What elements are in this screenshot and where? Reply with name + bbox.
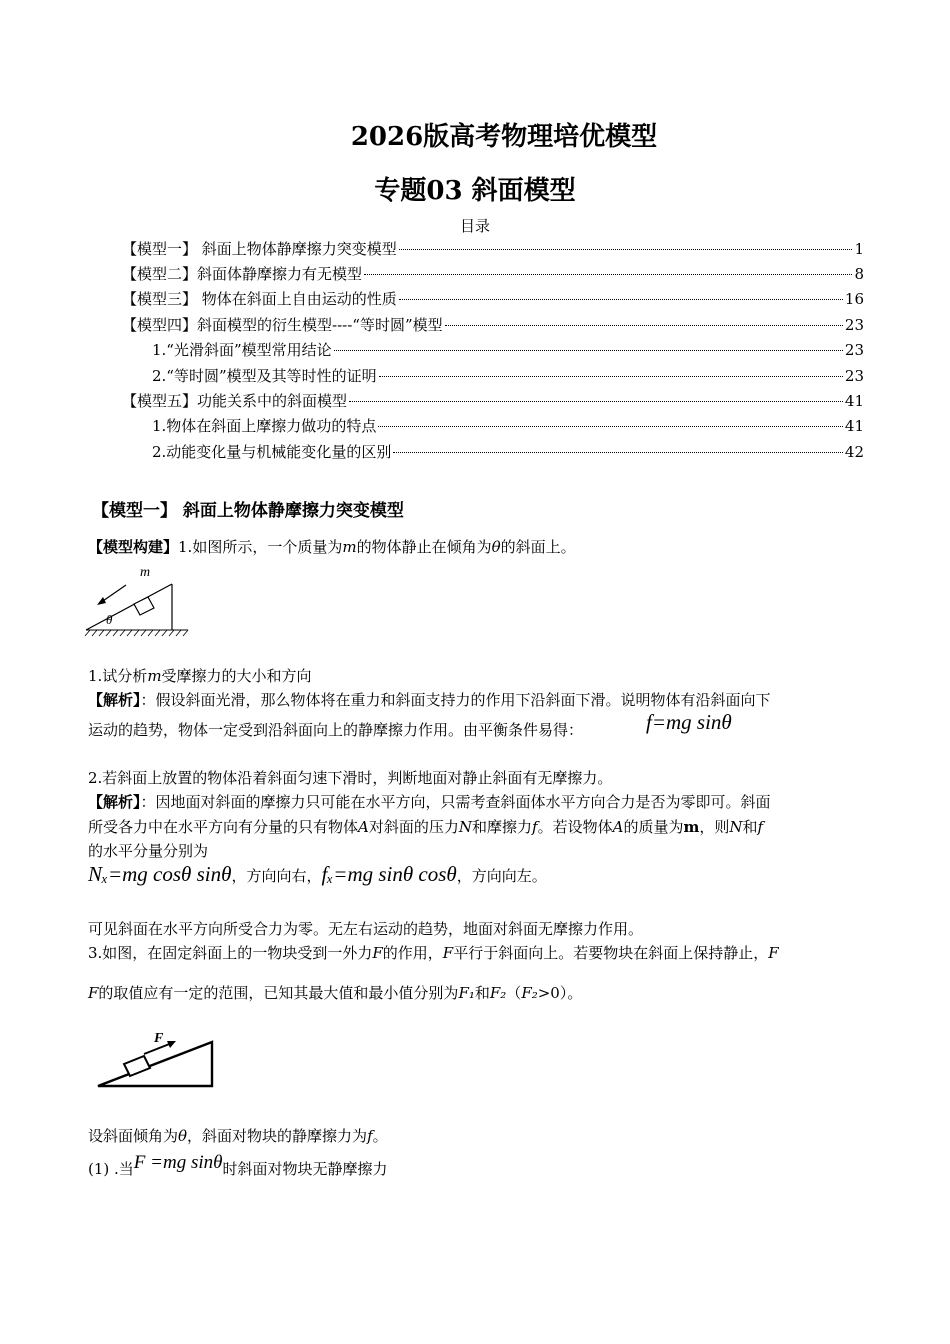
var-A: A: [612, 818, 624, 836]
text: 受摩擦力的大小和方向: [161, 667, 312, 685]
text: ，方向向左。: [456, 867, 547, 885]
q3-setup: [88, 1124, 864, 1148]
question-2: 2.若斜面上放置的物体沿着斜面匀速下滑时，判断地面对静止斜面有无摩擦力。: [88, 769, 613, 787]
analysis-2-line3: 的水平分量分别为: [88, 842, 209, 860]
label-theta: θ: [106, 612, 113, 627]
formula-case1: F =mg sinθ: [133, 1152, 223, 1173]
text: 的物体静止在倾角为: [356, 538, 492, 556]
toc-leader-dots: [399, 249, 853, 250]
toc-entry-page: 1: [854, 240, 864, 258]
text: (1) .当: [88, 1160, 134, 1178]
formula-f: f=mg sinθ: [646, 710, 732, 734]
toc-entry-label: 【模型五】功能关系中的斜面模型: [122, 392, 348, 410]
text: 1.如图所示，一个质量为: [178, 538, 343, 556]
toc-entry-page: 16: [844, 290, 864, 308]
toc-entry-label: 【模型一】 斜面上物体静摩擦力突变模型: [122, 240, 397, 258]
analysis-label: 【解析】: [88, 691, 141, 709]
text: ，斜面对物块的静摩擦力为: [187, 1127, 368, 1145]
text: >0）。: [537, 984, 583, 1002]
var-F1: F₁: [458, 984, 475, 1002]
toc-leader-dots: [349, 401, 843, 402]
text: （: [506, 984, 522, 1002]
text: ，方向向右，: [231, 867, 322, 885]
text: 的斜面上。: [500, 538, 576, 556]
text: 1.试分析: [88, 667, 148, 685]
formula-line: [88, 862, 547, 887]
toc-entry-page: 42: [844, 443, 864, 461]
text: 的取值应有一定的范围，已知其最大值和最小值分别为: [98, 984, 459, 1002]
toc-entry-label: 2.动能变化量与机械能变化量的区别: [152, 443, 392, 461]
block: [134, 597, 154, 615]
var-m: m: [147, 667, 162, 685]
toc-entry-label: 【模型三】 物体在斜面上自由运动的性质: [122, 290, 397, 308]
toc-entry-label: 1.“光滑斜面”模型常用结论: [152, 341, 332, 359]
toc-entry-label: 【模型二】斜面体静摩擦力有无模型: [122, 265, 363, 283]
var-N: N: [729, 818, 743, 836]
text: 。若设物体: [537, 818, 613, 836]
var-m: m: [342, 538, 357, 556]
label-F: F: [154, 1031, 164, 1046]
var-F2: F₂: [521, 984, 538, 1002]
var-m-bold: m: [683, 818, 700, 836]
text: 3.如图，在固定斜面上的一物块受到一外力: [88, 944, 373, 962]
toc-leader-dots: [364, 274, 852, 275]
toc-leader-dots: [334, 350, 843, 351]
toc-entry-model-2[interactable]: [122, 263, 864, 285]
text: ：假设斜面光滑，那么物体将在重力和斜面支持力的作用下沿斜面下滑。说明物体有沿斜面向下: [140, 691, 771, 709]
toc-leader-dots: [393, 452, 843, 453]
text: 的作用，: [382, 944, 443, 962]
toc-entry-model-4-2[interactable]: [152, 365, 864, 387]
text: 设斜面倾角为: [88, 1127, 179, 1145]
toc-entry-model-5[interactable]: [122, 390, 864, 412]
toc-heading: 目录: [459, 217, 490, 235]
toc-leader-dots: [379, 376, 843, 377]
formula-Nx: Nₓ=mg cosθ sinθ: [88, 862, 232, 886]
var-F2: F₂: [489, 984, 507, 1002]
analysis-label: 【解析】: [88, 793, 141, 811]
var-A: A: [358, 818, 369, 836]
question-1: [88, 664, 864, 688]
var-f: f: [757, 818, 764, 836]
incline-force-figure: [94, 1028, 220, 1092]
text: 所受各力中在水平方向有分量的只有物体: [88, 818, 359, 836]
var-F: F: [88, 984, 99, 1002]
doc-title: 2026版高考物理培优模型: [350, 122, 658, 152]
question-3-line1: [88, 941, 864, 965]
var-theta: θ: [178, 1127, 188, 1145]
label-m: m: [140, 565, 151, 580]
toc-entry-page: 8: [854, 265, 864, 283]
text: ：因地面对斜面的摩擦力只可能在水平方向，只需考查斜面体水平方向合力是否为零即可。斜面: [140, 793, 771, 811]
case-1: [88, 1152, 388, 1180]
toc-entry-model-4-1[interactable]: [152, 339, 864, 361]
text: 时斜面对物块无静摩擦力: [222, 1160, 388, 1178]
toc-leader-dots: [399, 299, 843, 300]
model-build-paragraph: [88, 535, 864, 559]
text: 和: [742, 818, 758, 836]
doc-subtitle: 专题03 斜面模型: [374, 176, 576, 206]
toc-entry-model-5-1[interactable]: [152, 415, 864, 437]
toc-entry-model-4[interactable]: [122, 314, 864, 336]
analysis-1-line1: [88, 688, 864, 712]
text: 和: [474, 984, 490, 1002]
analysis-2-conclusion: 可见斜面在水平方向所受合力为零。无左右运动的趋势，地面对斜面无摩擦力作用。: [88, 920, 644, 938]
formula-fx: fₓ=mg sinθ cosθ: [321, 862, 457, 886]
toc-entry-page: 41: [844, 392, 864, 410]
text: 的质量为: [623, 818, 684, 836]
model-build-label: 【模型构建】: [88, 538, 179, 556]
toc-entry-model-1[interactable]: [122, 238, 864, 260]
toc-entry-label: 2.“等时圆”模型及其等时性的证明: [152, 367, 377, 385]
incline-block-figure: [84, 560, 194, 638]
toc-entry-page: 23: [844, 367, 864, 385]
text: 。: [372, 1127, 388, 1145]
toc-leader-dots: [378, 426, 843, 427]
toc-entry-label: 1.物体在斜面上摩擦力做功的特点: [152, 417, 377, 435]
text: 运动的趋势，物体一定受到沿斜面向上的静摩擦力作用。由平衡条件易得：: [88, 721, 584, 739]
var-f: f: [532, 818, 538, 836]
var-theta: θ: [491, 538, 501, 556]
toc-entry-model-5-2[interactable]: [152, 441, 864, 463]
toc-entry-model-3[interactable]: [122, 288, 864, 310]
var-F: F: [768, 944, 779, 962]
toc-entry-page: 41: [844, 417, 864, 435]
toc-entry-page: 23: [844, 341, 864, 359]
text: 和摩擦力: [472, 818, 533, 836]
analysis-2-line1: [88, 790, 864, 814]
toc-entry-page: 23: [844, 316, 864, 334]
var-N: N: [458, 818, 472, 836]
toc-leader-dots: [445, 325, 843, 326]
analysis-2-line2: [88, 815, 864, 839]
var-f: f: [367, 1127, 373, 1145]
section-heading: 【模型一】 斜面上物体静摩擦力突变模型: [92, 501, 404, 521]
text: 对斜面的压力: [368, 818, 459, 836]
var-F: F: [372, 944, 383, 962]
question-3-line2: [88, 981, 864, 1005]
analysis-1-line2: [88, 718, 864, 742]
var-F: F: [442, 944, 454, 962]
text: ，则: [699, 818, 730, 836]
text: 平行于斜面向上。若要物块在斜面上保持静止，: [453, 944, 769, 962]
toc-entry-label: 【模型四】斜面模型的衍生模型----“等时圆”模型: [122, 316, 443, 334]
